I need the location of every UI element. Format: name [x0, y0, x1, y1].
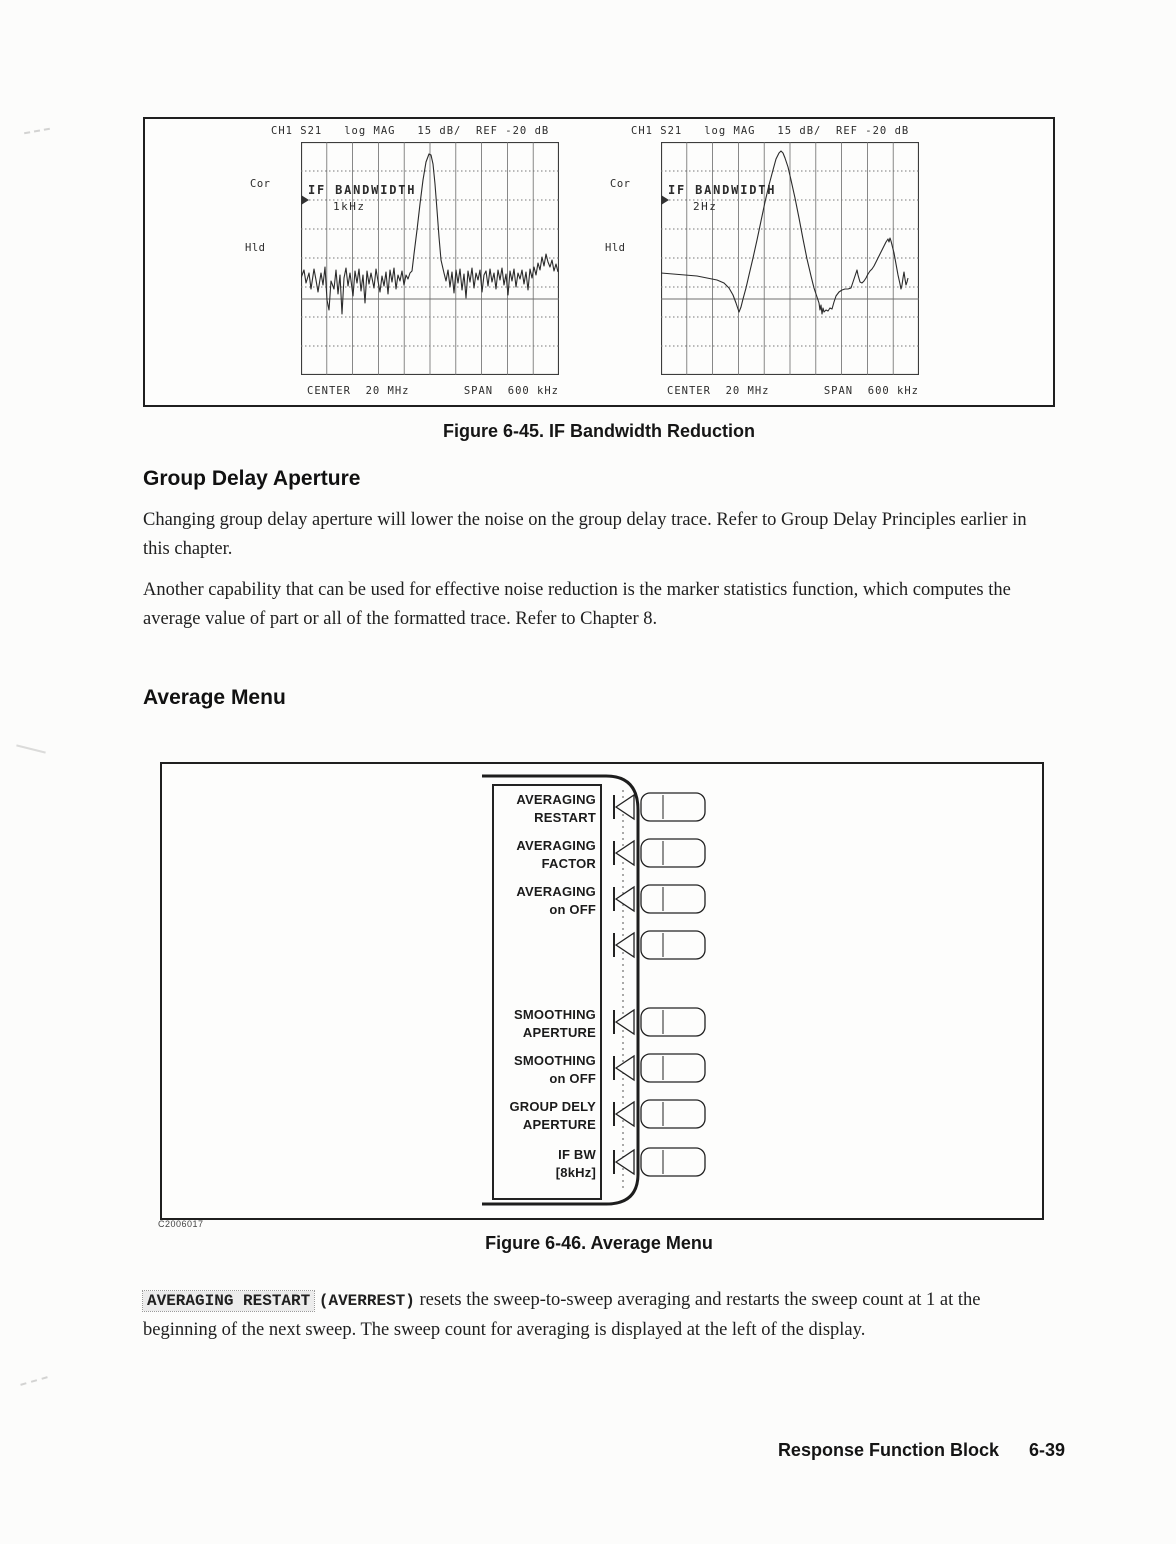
status-cor: Cor [610, 178, 631, 190]
if-bandwidth-value: 2Hz [693, 200, 718, 213]
heading-average-menu: Average Menu [143, 686, 286, 709]
paragraph: Another capability that can be used for effective noise reduction is the marker statistics function, which computes the average value of part or all of the formatted trace. Refer to Chapter 8. [143, 580, 1011, 629]
page-footer [143, 1440, 1065, 1461]
trace-noisy [301, 154, 558, 314]
softkey-label-group-dely-aperture [496, 1098, 596, 1134]
page-number: 6-39 [1028, 1440, 1065, 1460]
if-bandwidth-value: 1kHz [333, 200, 366, 213]
softkey-label-averaging-factor [496, 837, 596, 873]
if-bandwidth-annotation: IF BANDWIDTH [308, 183, 417, 197]
scan-artifact [24, 128, 50, 134]
softkey-label-if-bw [496, 1146, 596, 1182]
paragraph-averaging-restart [143, 1286, 1051, 1345]
softkey-label-line: AVERAGING [516, 884, 596, 899]
if-bandwidth-annotation: IF BANDWIDTH [668, 183, 777, 197]
screen-header: CH1 S21 log MAG 15 dB/ REF -20 dB [631, 125, 910, 137]
graticule-grid [301, 142, 559, 375]
heading-group-delay-aperture: Group Delay Aperture [143, 467, 361, 490]
paragraph-text: resets the sweep-to-sweep averaging and restarts the sweep count at 1 at the beginning of the next sweep. The sweep count for averaging is displayed at the left of the display. [143, 1290, 981, 1340]
softkey-label-line: GROUP DELY [509, 1099, 596, 1114]
softkey-label-line: SMOOTHING [514, 1007, 596, 1022]
scan-artifact [20, 1376, 47, 1386]
softkey-label-line: AVERAGING [516, 792, 596, 807]
status-hld: Hld [605, 242, 626, 254]
figure-45-caption: Figure 6-45. IF Bandwidth Reduction [442, 421, 755, 441]
softkey-label-line: RESTART [534, 810, 596, 825]
figure-code: C2006017 [158, 1219, 204, 1229]
softkey-row [614, 793, 705, 1176]
softkey-reference: AVERAGING RESTART [143, 1291, 314, 1311]
softkey-label-line: on OFF [549, 902, 596, 917]
status-hld: Hld [245, 242, 266, 254]
status-cor: Cor [250, 178, 271, 190]
softkey-label-line: FACTOR [541, 856, 596, 871]
softkey-label-line: SMOOTHING [514, 1053, 596, 1068]
center-frequency-label: CENTER 20 MHz [307, 385, 410, 397]
span-label: SPAN 600 kHz [823, 385, 919, 397]
figure-46-caption: Figure 6-46. Average Menu [485, 1233, 713, 1253]
span-label: SPAN 600 kHz [463, 385, 559, 397]
command-mnemonic: (AVERREST) [318, 1292, 415, 1310]
figure-if-bandwidth-reduction [143, 117, 1055, 407]
softkey-label-line: IF BW [558, 1147, 596, 1162]
softkey-label-line: APERTURE [522, 1117, 596, 1132]
figure-average-menu [160, 762, 1044, 1220]
trace-smooth [661, 151, 908, 314]
screen-header: CH1 S21 log MAG 15 dB/ REF -20 dB [271, 125, 550, 137]
softkey-label-line: [8kHz] [555, 1165, 596, 1180]
paragraph: Changing group delay aperture will lower the noise on the group delay trace. Refer to Group Delay Principles earlier in this chapter. [143, 510, 1027, 559]
softkey-label-line: APERTURE [522, 1025, 596, 1040]
softkey-label-averaging-restart [496, 791, 596, 827]
softkey-label-smoothing-on-off [496, 1052, 596, 1088]
analyzer-screen-1khz [237, 122, 569, 402]
softkey-label-averaging-on-off [496, 883, 596, 919]
center-frequency-label: CENTER 20 MHz [667, 385, 770, 397]
graticule-area [301, 142, 559, 375]
softkey-label-smoothing-aperture [496, 1006, 596, 1042]
graticule-grid [661, 142, 919, 375]
scan-artifact [16, 744, 46, 753]
analyzer-screen-2hz [597, 122, 929, 402]
softkey-label-line: on OFF [549, 1071, 596, 1086]
footer-section-title: Response Function Block [777, 1440, 999, 1460]
graticule-area [661, 142, 919, 375]
softkey-label-line: AVERAGING [516, 838, 596, 853]
